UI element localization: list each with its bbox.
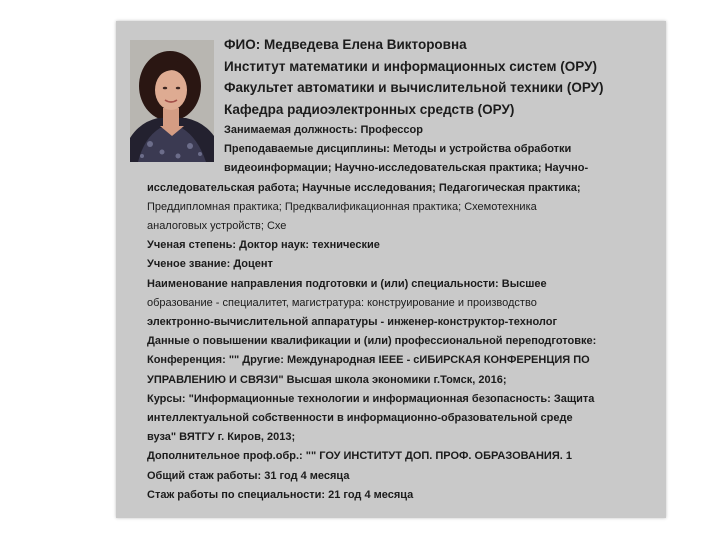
specialty-experience: Стаж работы по специальности: 21 год 4 месяца: [147, 488, 414, 501]
direction-line-2: образование - специалитет, магистратура: конструирование и производство: [147, 296, 537, 309]
profile-header: [224, 34, 654, 120]
courses-line-1: Курсы: "Информационные технологии и информационная безопасность: Защита: [147, 392, 595, 405]
total-experience: Общий стаж работы: 31 год 4 месяца: [147, 469, 350, 482]
academic-degree: Ученая степень: Доктор наук: технические: [147, 239, 380, 252]
academic-title: Ученое звание: Доцент: [147, 258, 273, 271]
position: Занимаемая должность: Профессор: [224, 124, 423, 136]
disciplines-line-2: видеоинформации; Научно-исследовательская практика; Научно-: [224, 162, 589, 175]
courses-line-3: вуза" ВЯТГУ г. Киров, 2013;: [147, 431, 296, 444]
courses-line-2: интеллектуальной собственности в информационно-образовательной среде: [147, 412, 573, 425]
staff-profile-card: [116, 21, 666, 518]
training-heading: Данные о повышении квалификации и (или) профессиональной переподготовке:: [147, 335, 597, 348]
additional-education: Дополнительное проф.обр.: "" ГОУ ИНСТИТУТ ДОП. ПРОФ. ОБРАЗОВАНИЯ. 1: [147, 450, 572, 463]
full-name: ФИО: Медведева Елена Викторовна: [224, 37, 467, 52]
direction-line-3: электронно-вычислительной аппаратуры - инженер-конструктор-технолог: [147, 316, 558, 329]
department: Кафедра радиоэлектронных средств (ОРУ): [224, 101, 515, 117]
direction-line-1: Наименование направления подготовки и (или) специальности: Высшее: [147, 277, 547, 290]
faculty: Факультет автоматики и вычислительной техники (ОРУ): [224, 80, 604, 95]
conference-line-1: Конференция: "" Другие: Международная IEEE - сИБИРСКАЯ КОНФЕРЕНЦИЯ ПО: [147, 354, 590, 367]
disciplines-line-5: аналоговых устройств; Схе: [147, 220, 287, 233]
disciplines-line-4: Преддипломная практика; Предквалификационная практика; Схемотехника: [147, 200, 537, 213]
disciplines-line-1: Преподаваемые дисциплины: Методы и устройства обработки: [224, 143, 572, 156]
disciplines-line-3: исследовательская работа; Научные исследования; Педагогическая практика;: [147, 181, 581, 194]
conference-line-2: УПРАВЛЕНИЮ И СВЯЗИ" Высшая школа экономики г.Томск, 2016;: [147, 373, 507, 386]
profile-details: [147, 121, 652, 505]
institute: Институт математики и информационных систем (ОРУ): [224, 58, 597, 74]
